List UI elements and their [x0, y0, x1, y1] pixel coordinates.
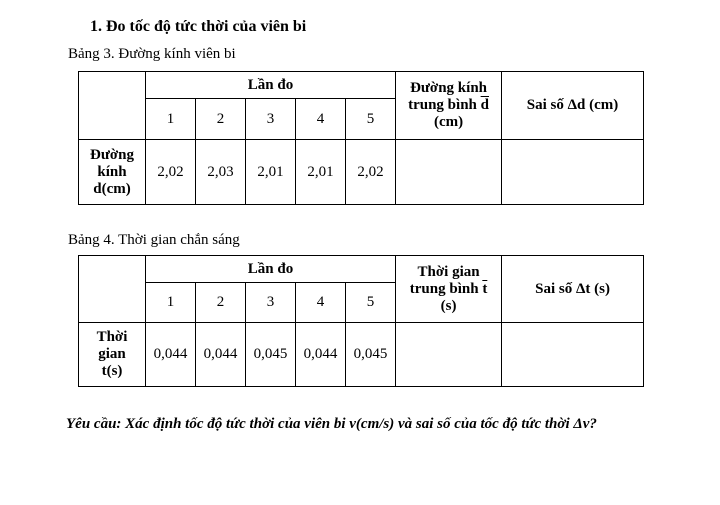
measure-header: Lần đo: [146, 256, 396, 283]
value-cell: 2,03: [196, 140, 246, 205]
mean-d-symbol: $\overline{d}$: [480, 97, 489, 113]
table4-caption: Bảng 4. Thời gian chắn sáng: [68, 232, 240, 248]
trial-4: 4: [296, 99, 346, 140]
diameter-table: [78, 71, 644, 205]
error-header: Sai số Δt (s): [502, 256, 644, 323]
value-cell: 2,01: [296, 140, 346, 205]
trial-2: 2: [196, 283, 246, 323]
trial-2: 2: [196, 99, 246, 140]
measure-header: Lần đo: [146, 72, 396, 99]
row-label-diameter: Đường kính d(cm): [79, 140, 146, 205]
avg-time-header: Thời gian trung bình $\overline{t}$ (s): [396, 256, 502, 323]
trial-5: 5: [346, 99, 396, 140]
error-cell: [502, 140, 644, 205]
value-cell: 0,044: [146, 323, 196, 387]
trial-3: 3: [246, 99, 296, 140]
avg-diameter-header: Đường kính trung bình $\overline{d}$ (cm): [396, 72, 502, 140]
trial-1: 1: [146, 283, 196, 323]
avg-diameter-cell: [396, 140, 502, 205]
trial-5: 5: [346, 283, 396, 323]
avg-time-cell: [396, 323, 502, 387]
corner-cell: [79, 256, 146, 323]
section-heading: 1. Đo tốc độ tức thời của viên bi: [90, 18, 307, 35]
error-header: Sai số Δd (cm): [502, 72, 644, 140]
trial-3: 3: [246, 283, 296, 323]
value-cell: 0,045: [246, 323, 296, 387]
value-cell: 0,044: [196, 323, 246, 387]
time-table: [78, 255, 644, 387]
corner-cell: [79, 72, 146, 140]
value-cell: 0,045: [346, 323, 396, 387]
error-cell: [502, 323, 644, 387]
trial-1: 1: [146, 99, 196, 140]
table3-caption: Bảng 3. Đường kính viên bi: [68, 46, 236, 62]
requirement-text: Yêu cầu: Xác định tốc độ tức thời của viên bi v(cm/s) và sai số của tốc độ tức thời Δv?: [66, 416, 597, 432]
trial-4: 4: [296, 283, 346, 323]
mean-t-symbol: $\overline{t}$: [482, 280, 488, 297]
value-cell: 2,02: [346, 140, 396, 205]
value-cell: 2,01: [246, 140, 296, 205]
value-cell: 0,044: [296, 323, 346, 387]
row-label-time: Thời gian t(s): [79, 323, 146, 387]
value-cell: 2,02: [146, 140, 196, 205]
